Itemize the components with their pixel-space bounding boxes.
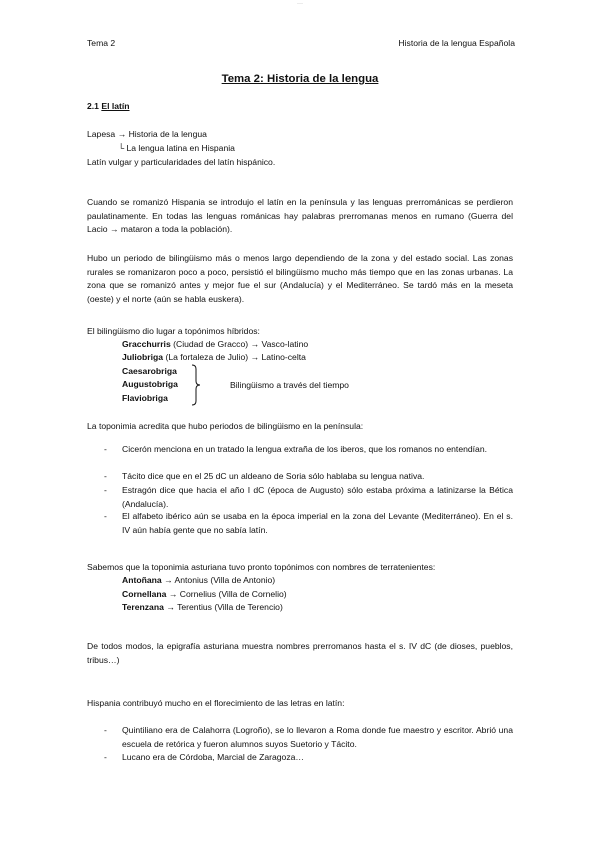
hybrid-intro: El bilingüismo dio lugar a topónimos híbridos:	[87, 326, 260, 336]
section-number: 2.1	[87, 101, 99, 111]
paragraph-romanizacion: Cuando se romanizó Hispania se introdujo el latín en la península y las lenguas prerrománicas se perdieron paulatinamente. En todas las lenguas románicas hay palabras prerromanas menos en rumano (Guerra del Lacio → mataron a toda la población).	[87, 197, 513, 234]
hybrid-name: Juliobriga	[122, 352, 164, 362]
hybrid-name: Gracchurris	[122, 339, 171, 349]
hybrid-item	[122, 339, 308, 350]
asturiana-name: Terenzana	[122, 602, 164, 612]
asturiana-desc: → Antonius (Villa de Antonio)	[161, 575, 276, 585]
asturiana-intro: Sabemos que la toponimia asturiana tuvo pronto topónimos con nombres de terratenientes:	[87, 562, 436, 572]
paragraph-epigrafia: De todos modos, la epigrafía asturiana muestra nombres prerromanos hasta el s. IV dC (de dioses, pueblos, tribus…)	[87, 641, 513, 665]
bullet-item: Cicerón menciona en un tratado la lengua extraña de los iberos, que los romanos no entendían.	[122, 444, 487, 454]
briga-item: Flaviobriga	[122, 393, 168, 403]
briga-item: Augustobriga	[122, 379, 178, 389]
briga-item: Caesarobriga	[122, 366, 177, 376]
header-left: Tema 2	[87, 38, 116, 48]
bullet-mark: -	[104, 471, 107, 481]
section-heading	[87, 101, 130, 112]
bullet-mark: -	[104, 444, 107, 454]
hybrid-desc: (La fortaleza de Julio) → Latino-celta	[163, 352, 306, 362]
asturiana-item	[122, 589, 287, 600]
asturiana-name: Cornellana	[122, 589, 167, 599]
top-mark: ···	[297, 1, 303, 7]
hispania-intro: Hispania contribuyó mucho en el florecimiento de las letras en latín:	[87, 698, 345, 708]
section-title: El latín	[101, 101, 130, 111]
brace-icon	[190, 364, 204, 406]
paragraph-bilinguismo: Hubo un periodo de bilingüismo más o menos largo dependiendo de la zona y del estado social. Las zonas rurales se romanizaron poco a poco, persistió el bilingüismo mucho más tiempo que en las zonas urbanas. La zona que se romanizó antes y mejor fue el sur (Andalucía) y el Mediterráneo. Se tardó más en la meseta (oeste) y el norte (aún se habla euskera).	[87, 253, 513, 304]
bullet-item: Estragón dice que hacia el año I dC (época de Augusto) sólo estaba próxima a latinizarse la Bética (Andalucía).	[122, 485, 513, 509]
bullet-mark: -	[104, 725, 107, 735]
asturiana-name: Antoñana	[122, 575, 162, 585]
bullet-mark: -	[104, 485, 107, 495]
lapesa-line-1: Lapesa → Historia de la lengua	[87, 129, 207, 139]
bullet-item: Lucano era de Córdoba, Marcial de Zaragoza…	[122, 752, 305, 762]
lapesa-line-2: └ La lengua latina en Hispania	[118, 143, 235, 153]
bullet-item: Tácito dice que en el 25 dC un aldeano de Soria sólo hablaba su lengua nativa.	[122, 471, 425, 481]
hybrid-item	[122, 352, 306, 363]
asturiana-desc: → Terentius (Villa de Terencio)	[163, 602, 283, 612]
briga-note: Bilingüismo a través del tiempo	[230, 380, 349, 390]
asturiana-item	[122, 602, 283, 613]
lapesa-line-3: Latín vulgar y particularidades del latín hispánico.	[87, 157, 276, 167]
bullet-mark: -	[104, 511, 107, 521]
bullet-item: Quintiliano era de Calahorra (Logroño), se lo llevaron a Roma donde fue maestro y escritor. Abrió una escuela de retórica y fueron alumnos suyos Suetorio y Tácito.	[122, 725, 513, 749]
bullet-item: El alfabeto ibérico aún se usaba en la época imperial en la zona del Levante (Mediterráneo). En el s. IV aún había gente que no sabía latín.	[122, 511, 513, 535]
bullet-mark: -	[104, 752, 107, 762]
asturiana-item	[122, 575, 275, 586]
toponimia-intro: La toponimia acredita que hubo periodos de bilingüismo en la península:	[87, 421, 364, 431]
hybrid-desc: (Ciudad de Gracco) → Vasco-latino	[170, 339, 309, 349]
header-right: Historia de la lengua Española	[398, 38, 515, 48]
asturiana-desc: → Cornelius (Villa de Cornelio)	[166, 589, 287, 599]
page-title: Tema 2: Historia de la lengua	[221, 73, 379, 85]
